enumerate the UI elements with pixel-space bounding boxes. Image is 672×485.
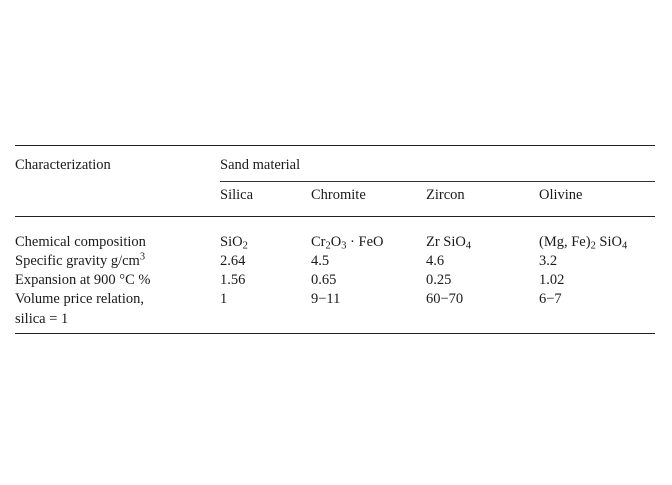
col-header-zircon: Zircon	[426, 187, 465, 203]
row-label-specific-gravity: Specific gravity $g/cm^3$	[15, 251, 146, 269]
cell-chromite-formula: $Cr_2O_3$ · FeO	[311, 234, 384, 252]
cell-chromite-gravity: 4.5	[311, 253, 330, 269]
cell-silica-formula: SiO$_2$	[220, 234, 248, 252]
cell-zircon-gravity: 4.6	[426, 253, 445, 269]
row-label-volume-price: Volume price relation,	[15, 291, 144, 307]
cell-chromite-expansion: 0.65	[311, 272, 337, 288]
row-label-volume-price-cont: silica = 1	[15, 311, 69, 327]
cell-zircon-formula: Zr SiO$_4$	[426, 234, 472, 252]
cell-zircon-expansion: 0.25	[426, 272, 452, 288]
bottom-rule	[15, 333, 655, 334]
col-header-chromite: Chromite	[311, 187, 366, 203]
header-rule	[15, 216, 655, 217]
col-header-silica: Silica	[220, 187, 254, 203]
row-label-expansion: Expansion at 900 °C %	[15, 272, 151, 288]
row-label-chemical-composition: Chemical composition	[15, 234, 146, 250]
cell-olivine-price: 6−7	[539, 291, 562, 307]
top-rule	[15, 145, 655, 146]
characterization-header: Characterization	[15, 157, 111, 173]
sand-material-header: Sand material	[220, 157, 301, 173]
cell-olivine-gravity: 3.2	[539, 253, 558, 269]
cell-chromite-price: 9−11	[311, 291, 341, 307]
cell-silica-expansion: 1.56	[220, 272, 246, 288]
cell-silica-gravity: 2.64	[220, 253, 246, 269]
cell-zircon-price: 60−70	[426, 291, 464, 307]
col-header-olivine: Olivine	[539, 187, 583, 203]
group-subrule	[220, 181, 655, 182]
cell-olivine-formula: (Mg, $Fe)_2$ SiO$_4$	[539, 234, 628, 252]
cell-olivine-expansion: 1.02	[539, 272, 565, 288]
cell-silica-price: 1	[220, 291, 228, 307]
